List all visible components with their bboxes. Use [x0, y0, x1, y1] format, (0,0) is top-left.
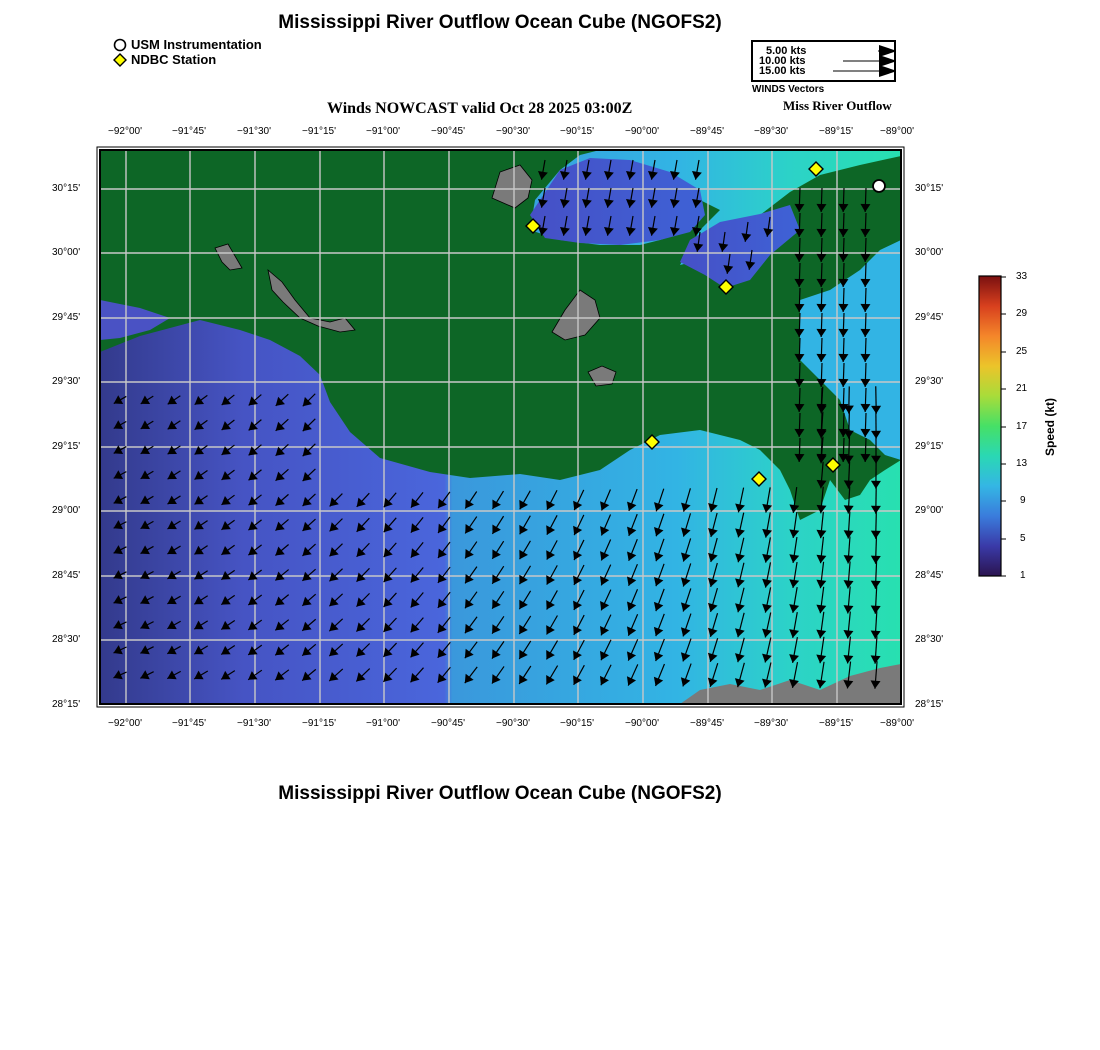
lat-tick-left-0: 30°15': [52, 183, 81, 194]
lon-tick-bottom-5: −90°45': [431, 718, 465, 729]
speed-colorbar: [975, 272, 1015, 582]
cb-tick-2: 25: [1016, 346, 1028, 357]
lon-tick-top-12: −89°00': [880, 126, 914, 137]
lat-tick-left-5: 29°00': [52, 505, 81, 516]
lon-tick-bottom-8: −90°00': [625, 718, 659, 729]
lon-tick-bottom-12: −89°00': [880, 718, 914, 729]
lon-tick-top-9: −89°45': [690, 126, 724, 137]
lon-tick-bottom-6: −90°30': [496, 718, 530, 729]
lon-tick-top-8: −90°00': [625, 126, 659, 137]
usm-station: [873, 180, 885, 192]
lon-tick-top-10: −89°30': [754, 126, 788, 137]
lat-tick-left-8: 28°15': [52, 699, 81, 710]
lon-tick-top-5: −90°45': [431, 126, 465, 137]
lat-tick-left-3: 29°30': [52, 376, 81, 387]
vector-key-10: 10.00 kts: [759, 55, 806, 67]
lat-tick-right-4: 29°15': [915, 441, 944, 452]
lon-tick-bottom-2: −91°30': [237, 718, 271, 729]
lat-tick-left-7: 28°30': [52, 634, 81, 645]
lat-tick-left-4: 29°15': [52, 441, 81, 452]
lon-tick-bottom-7: −90°15': [560, 718, 594, 729]
lat-tick-left-6: 28°45': [52, 570, 81, 581]
lat-tick-left-1: 30°00': [52, 247, 81, 258]
cb-tick-1: 29: [1016, 308, 1028, 319]
lat-tick-right-1: 30°00': [915, 247, 944, 258]
map-subtitle: Winds NOWCAST valid Oct 28 2025 03:00Z: [327, 100, 633, 117]
lon-tick-bottom-1: −91°45': [172, 718, 206, 729]
lon-tick-top-1: −91°45': [172, 126, 206, 137]
cb-tick-0: 33: [1016, 271, 1028, 282]
page-title: Mississippi River Outflow Ocean Cube (NGOFS2): [278, 12, 722, 33]
lon-tick-top-6: −90°30': [496, 126, 530, 137]
lat-tick-right-5: 29°00': [915, 505, 944, 516]
vector-key-5: 5.00 kts: [766, 45, 807, 57]
vector-key-15: 15.00 kts: [759, 65, 806, 77]
lon-tick-bottom-4: −91°00': [366, 718, 400, 729]
cb-tick-3: 21: [1016, 383, 1028, 394]
lon-tick-top-7: −90°15': [560, 126, 594, 137]
legend-usm-label: USM Instrumentation: [131, 37, 262, 52]
lat-tick-right-7: 28°30': [915, 634, 944, 645]
vector-key-caption: WINDS Vectors: [752, 84, 825, 95]
lat-tick-right-6: 28°45': [915, 570, 944, 581]
lat-tick-right-0: 30°15': [915, 183, 944, 194]
cb-tick-5: 13: [1016, 458, 1028, 469]
lat-tick-left-2: 29°45': [52, 312, 81, 323]
region-label: Miss River Outflow: [783, 98, 892, 113]
colorbar-title: Speed (kt): [1043, 398, 1057, 457]
lon-tick-top-2: −91°30': [237, 126, 271, 137]
lon-tick-top-11: −89°15': [819, 126, 853, 137]
lon-tick-top-0: −92°00': [108, 126, 142, 137]
lon-tick-bottom-3: −91°15': [302, 718, 336, 729]
lon-tick-bottom-11: −89°15': [819, 718, 853, 729]
lat-tick-right-8: 28°15': [915, 699, 944, 710]
legend-ndbc-label: NDBC Station: [131, 52, 217, 67]
cb-tick-7: 5: [1020, 533, 1026, 544]
lon-tick-top-4: −91°00': [366, 126, 400, 137]
lon-tick-top-3: −91°15': [302, 126, 336, 137]
footer-title: Mississippi River Outflow Ocean Cube (NGOFS2): [278, 783, 722, 804]
cb-tick-6: 9: [1020, 495, 1026, 506]
cb-tick-4: 17: [1016, 421, 1028, 432]
lon-tick-bottom-0: −92°00': [108, 718, 142, 729]
cb-tick-8: 1: [1020, 570, 1026, 581]
lat-tick-right-2: 29°45': [915, 312, 944, 323]
lon-tick-bottom-10: −89°30': [754, 718, 788, 729]
lat-tick-right-3: 29°30': [915, 376, 944, 387]
lon-tick-bottom-9: −89°45': [690, 718, 724, 729]
